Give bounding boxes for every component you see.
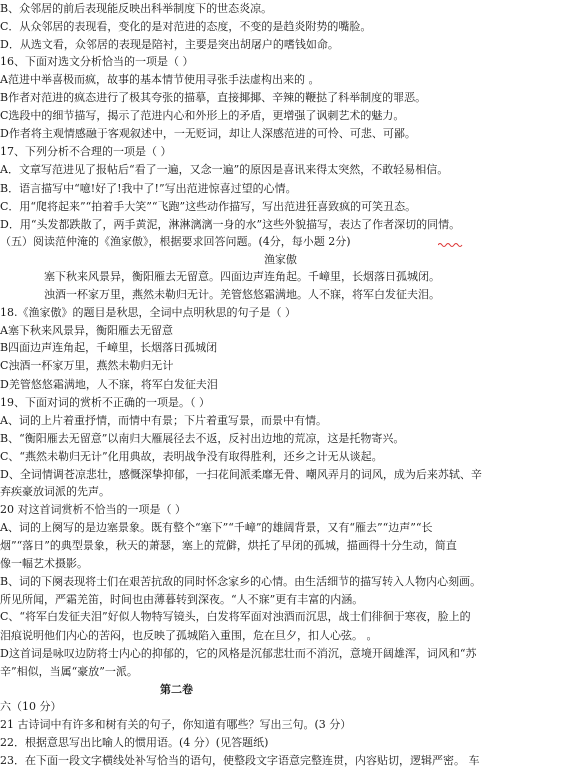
q16-stem: 16、下面对选文分析恰当的一项是（ ） <box>0 55 194 69</box>
q20-option-b: B、词的下阕表现将士们在艰苦抗敌的同时怀念家乡的心情。由生活细节的描写转入人物内心刻画。 <box>0 575 482 589</box>
q19-option-b: B、“衡阳雁去无留意”以南归大雁展径去不返，反衬出边地的荒凉，这是托物寄兴。 <box>0 431 405 445</box>
q21-stem: 21 古诗词中有许多和树有关的句子，你知道有哪些？写出三句。(3 分） <box>0 717 352 731</box>
q20-option-a: A、词的上阕写的是边塞景象。既有整个“塞下”“千嶂”的雄阔背景，又有“雁去”“边声”“长 <box>0 521 433 534</box>
q16-option-c: C选段中的细节描写，揭示了范进内心和外形上的矛盾，更增强了讽刺艺术的魅力。 <box>0 109 405 123</box>
q17-option-b: B．语言描写中“噫!好了!我中了!”写出范进惊喜过望的心情。 <box>0 181 297 195</box>
q19-option-a: A、词的上片着重抒情，而情中有景；下片着重写景，而景中有情。 <box>0 413 327 427</box>
q20-option-d: D这首词是咏叹边防将士内心的抑郁的，它的风格是沉郁悲壮而不消沉，意境开阔雄浑，词风和“苏 <box>0 646 477 660</box>
q20-option-d-cont: 辛”相似，当属“豪放”一派。 <box>0 664 138 678</box>
q17-option-c: C．用“爬将起来”“拍着手大笑”“飞跑”这些动作描写，写出范进狂喜致疯的可笑丑态。 <box>0 199 417 213</box>
q15-option-c: C．从众邻居的表现看，变化的是对范进的态度，不变的是趋炎附势的嘴脸。 <box>0 19 372 33</box>
q18-option-b: B四面边声连角起，千嶂里，长烟落日孤城闭 <box>0 341 218 355</box>
q18-option-a: A塞下秋来风景异，衡阳雁去无留意 <box>0 324 173 338</box>
q17-stem: 17、下列分析不合理的一项是（ ） <box>0 145 172 159</box>
section-five-heading: （五）阅读范仲淹的《渔家傲》，根据要求回答问题。(4分，每小题 2分) <box>0 234 351 248</box>
q20-option-c-cont: 泪痕说明他们内心的苦闷，也反映了孤城陷入重围，危在旦夕，扣人心弦。 。 <box>0 628 378 642</box>
part-two-heading: 第二卷 <box>160 682 193 696</box>
q23-stem: 23．在下面一段文字横线处补写恰当的语句，使整段文字语意完整连贯，内容贴切，逻辑严密。 车 <box>0 754 480 767</box>
q16-option-d: D作者将主观情感融于客观叙述中，一无贬词，却让人深感范进的可怜、可悲、可鄙。 <box>0 127 416 141</box>
q17-option-a: A．文章写范进见了报帖后“看了一遍，又念一遍”的原因是喜讯来得太突然，不敢轻易相信。 <box>0 163 449 177</box>
q19-option-c: C、“燕然未勒归无计”化用典故，表明战争没有取得胜利，还乡之计无从谈起。 <box>0 449 383 463</box>
q15-option-b: B、众邻居的前后表现能反映出科举制度下的世态炎凉。 <box>0 1 273 15</box>
q17-option-d: D．用“头发都跌散了，两手黄泥，淋淋漓漓一身的水”这些外貌描写，表达了作者深切的同情。 <box>0 217 461 231</box>
q18-stem: 18.《渔家傲》的题目是秋思，全词中点明秋思的句子是（ ） <box>0 306 296 320</box>
q20-option-a-cont-2: 像一幅艺术摄影。 <box>0 557 88 571</box>
q19-option-d: D、全词情调苍凉悲壮，感慨深挚抑郁，一扫花间派柔靡无骨、嘲风弄月的词风，成为后来苏轼、辛 <box>0 467 482 481</box>
q16-option-a: A范进中举喜极而疯，故事的基本情节使用寻张手法虚构出来的 。 <box>0 73 320 87</box>
poem-title: 渔家傲 <box>264 252 297 266</box>
q20-option-a-cont-1: 烟”“落日”的典型景象，秋天的萧瑟，塞上的荒僻，烘托了早闭的孤城，描画得十分生动，简直 <box>0 539 457 553</box>
q20-option-b-cont: 所见所闻，严霜羌笛，时间也由薄暮转到深夜。“人不寐”更有丰富的内涵。 <box>0 593 364 607</box>
q19-stem: 19、下面对词的赏析不正确的一项是。（ ） <box>0 395 210 409</box>
spellcheck-underline <box>438 242 464 248</box>
q18-option-c: C浊酒一杯家万里，燕然未勒归无计 <box>0 359 174 373</box>
q20-stem: 20 对这首词赏析不恰当的一项是（ ） <box>0 503 186 516</box>
poem-line-2: 浊酒一杯家万里，燕然未勒归无计。羌管悠悠霜满地。人不寐，将军白发征夫泪。 <box>44 288 440 302</box>
q16-option-b: B作者对范进的疯态进行了极其夸张的描摹，直接揶揶、辛辣的鞭挞了科举制度的罪恶。 <box>0 91 427 105</box>
q19-option-d-cont: 弃疾豪放词派的先声。 <box>0 484 110 498</box>
q18-option-d: D羌管悠悠霜满地，人不寐，将军白发征夫泪 <box>0 377 218 391</box>
q20-option-c: C、“将军白发征夫泪”好似人物特写镜头，白发将军面对浊酒而沉思，战士们徘徊于寒夜，脸上的 <box>0 610 471 624</box>
q15-option-d: D．从选文看，众邻居的表现是陪衬，主要是突出胡屠户的嗜钱如命。 <box>0 37 339 51</box>
section-six-heading: 六（10 分） <box>0 699 62 713</box>
q22-stem: 22．根据意思写出比喻人的惯用语。(4 分）(见答题纸) <box>0 735 269 749</box>
poem-line-1: 塞下秋来风景异，衡阳雁去无留意。四面边声连角起。千嶂里，长烟落日孤城闭。 <box>44 270 440 283</box>
